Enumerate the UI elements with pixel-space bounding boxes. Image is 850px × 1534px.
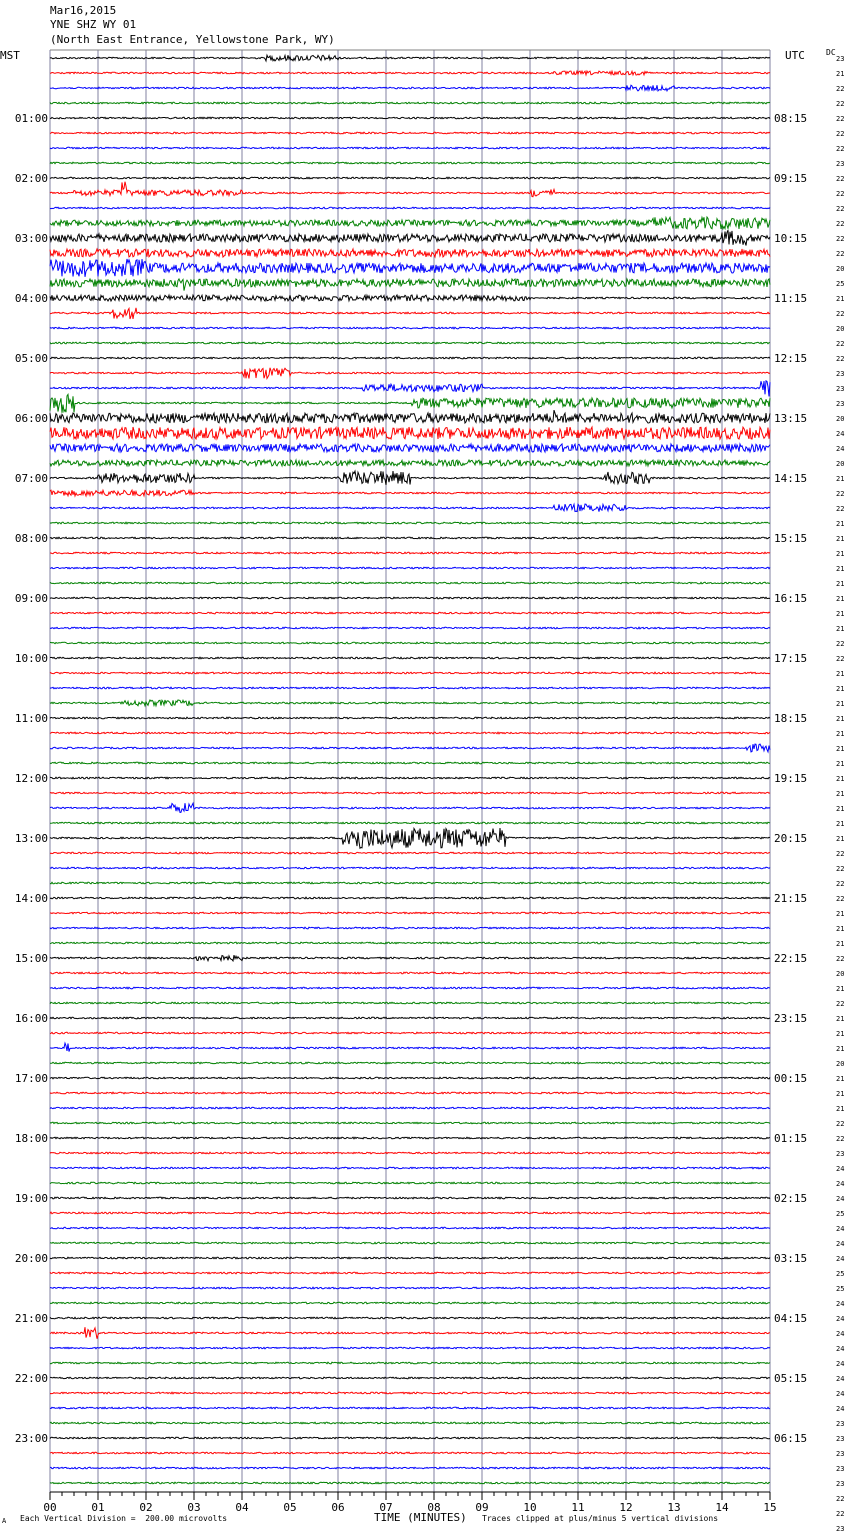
dc-value: 21	[836, 910, 845, 918]
dc-value: 21	[836, 520, 845, 528]
dc-value: 22	[836, 130, 845, 138]
trace-row-78	[50, 1227, 770, 1229]
x-tick-label: 04	[235, 1501, 249, 1514]
right-hour-label: 02:15	[774, 1192, 808, 1205]
right-hour-label: 21:15	[774, 892, 808, 905]
dc-value: 21	[836, 610, 845, 618]
x-tick-label: 05	[283, 1501, 297, 1514]
left-hour-label: 01:00	[14, 112, 48, 125]
right-hour-label: 01:15	[774, 1132, 808, 1145]
left-hour-label: 09:00	[14, 592, 48, 605]
left-hour-label: 11:00	[14, 712, 48, 725]
trace-row-23	[50, 394, 770, 412]
dc-value: 25	[836, 1270, 845, 1278]
dc-value: 21	[836, 805, 845, 813]
dc-value: 24	[836, 1375, 845, 1383]
dc-value: 21	[836, 1075, 845, 1083]
dc-value: 22	[836, 490, 845, 498]
trace-row-51	[50, 822, 770, 824]
right-hour-label: 12:15	[774, 352, 808, 365]
x-tick-label: 10	[523, 1501, 537, 1514]
x-tick-label: 00	[43, 1501, 57, 1514]
right-hour-label: 03:15	[774, 1252, 808, 1265]
trace-row-1	[50, 71, 770, 75]
left-hour-label: 13:00	[14, 832, 48, 845]
dc-value: 22	[836, 1495, 845, 1503]
dc-value: 22	[836, 220, 845, 228]
trace-row-38	[50, 627, 770, 629]
right-hour-label: 08:15	[774, 112, 808, 125]
trace-row-55	[50, 882, 770, 884]
dc-header-label: DC	[826, 48, 836, 57]
right-hour-label: 19:15	[774, 772, 808, 785]
left-hour-label: 14:00	[14, 892, 48, 905]
right-hour-label: 15:15	[774, 532, 808, 545]
x-tick-label: 03	[187, 1501, 201, 1514]
trace-row-21	[50, 368, 770, 379]
dc-value: 24	[836, 1315, 845, 1323]
dc-value: 24	[836, 1195, 845, 1203]
x-tick-label: 13	[667, 1501, 681, 1514]
dc-value: 22	[836, 115, 845, 123]
dc-value: 22	[836, 85, 845, 93]
dc-value: 23	[836, 1150, 845, 1158]
trace-row-72	[50, 1137, 770, 1139]
left-hour-label: 06:00	[14, 412, 48, 425]
trace-row-79	[50, 1242, 770, 1244]
trace-row-29	[50, 490, 770, 496]
trace-row-2	[50, 85, 770, 91]
right-hour-label: 00:15	[774, 1072, 808, 1085]
trace-row-3	[50, 102, 770, 104]
dc-value: 23	[836, 160, 845, 168]
dc-value: 21	[836, 820, 845, 828]
dc-value: 21	[836, 940, 845, 948]
right-hour-label: 11:15	[774, 292, 808, 305]
trace-row-40	[50, 657, 770, 659]
footer-scale-note: Each Vertical Division = 200.00 microvolts	[20, 1514, 228, 1523]
dc-value: 21	[836, 1030, 845, 1038]
trace-row-28	[50, 471, 770, 485]
left-hour-label: 16:00	[14, 1012, 48, 1025]
trace-row-32	[50, 537, 770, 539]
left-hour-label: 20:00	[14, 1252, 48, 1265]
right-hour-label: 23:15	[774, 1012, 808, 1025]
trace-row-17	[50, 308, 770, 319]
dc-value: 24	[836, 1180, 845, 1188]
dc-value: 22	[836, 175, 845, 183]
trace-row-93	[50, 1452, 770, 1454]
dc-value: 20	[836, 1060, 845, 1068]
trace-row-34	[50, 567, 770, 569]
dc-value: 22	[836, 310, 845, 318]
trace-row-75	[50, 1182, 770, 1184]
trace-row-16	[50, 295, 770, 301]
trace-row-86	[50, 1347, 770, 1349]
trace-row-12	[50, 230, 770, 245]
trace-row-84	[50, 1317, 770, 1319]
dc-value: 20	[836, 460, 845, 468]
dc-value: 22	[836, 100, 845, 108]
dc-value: 21	[836, 1015, 845, 1023]
trace-row-57	[50, 912, 770, 914]
dc-value: 22	[836, 880, 845, 888]
dc-value: 23	[836, 1525, 845, 1533]
dc-value: 21	[836, 925, 845, 933]
trace-row-49	[50, 792, 770, 794]
trace-row-83	[50, 1302, 770, 1304]
left-hour-label: 17:00	[14, 1072, 48, 1085]
trace-row-18	[50, 327, 770, 329]
dc-value: 21	[836, 730, 845, 738]
dc-value: 23	[836, 1480, 845, 1488]
dc-value: 25	[836, 1210, 845, 1218]
dc-value: 21	[836, 790, 845, 798]
dc-value: 21	[836, 775, 845, 783]
dc-value: 22	[836, 250, 845, 258]
dc-value: 21	[836, 295, 845, 303]
trace-row-13	[50, 249, 770, 257]
x-tick-label: 02	[139, 1501, 153, 1514]
dc-value: 24	[836, 1390, 845, 1398]
dc-value: 20	[836, 970, 845, 978]
right-hour-label: 18:15	[774, 712, 808, 725]
dc-value: 22	[836, 955, 845, 963]
left-timezone-label: MST	[0, 49, 20, 62]
trace-row-19	[50, 342, 770, 344]
trace-row-71	[50, 1122, 770, 1124]
time-labels	[15, 55, 845, 1534]
trace-row-53	[50, 852, 770, 854]
trace-row-66	[50, 1043, 770, 1051]
dc-value: 24	[836, 1360, 845, 1368]
trace-row-47	[50, 762, 770, 764]
right-hour-label: 13:15	[774, 412, 808, 425]
trace-row-56	[50, 897, 770, 899]
dc-value: 22	[836, 505, 845, 513]
dc-value: 24	[836, 1240, 845, 1248]
left-hour-label: 10:00	[14, 652, 48, 665]
dc-value: 21	[836, 1045, 845, 1053]
dc-value: 23	[836, 1450, 845, 1458]
trace-row-14	[50, 259, 770, 277]
dc-value: 21	[836, 985, 845, 993]
x-tick-label: 06	[331, 1501, 345, 1514]
trace-row-70	[50, 1107, 770, 1109]
trace-row-54	[50, 867, 770, 869]
dc-value: 22	[836, 1510, 845, 1518]
dc-value: 22	[836, 640, 845, 648]
trace-row-94	[50, 1467, 770, 1469]
trace-row-9	[50, 182, 770, 197]
footer-logo-glyph: A	[2, 1517, 7, 1525]
dc-value: 24	[836, 445, 845, 453]
dc-value: 21	[836, 1105, 845, 1113]
trace-row-5	[50, 132, 770, 134]
left-hour-label: 21:00	[14, 1312, 48, 1325]
dc-value: 22	[836, 895, 845, 903]
dc-value: 22	[836, 655, 845, 663]
left-hour-label: 23:00	[14, 1432, 48, 1445]
right-hour-label: 10:15	[774, 232, 808, 245]
left-hour-label: 05:00	[14, 352, 48, 365]
dc-value: 22	[836, 1120, 845, 1128]
dc-value: 21	[836, 700, 845, 708]
dc-value: 25	[836, 280, 845, 288]
dc-value: 25	[836, 1285, 845, 1293]
trace-row-74	[50, 1167, 770, 1169]
trace-row-91	[50, 1422, 770, 1424]
left-hour-label: 07:00	[14, 472, 48, 485]
trace-row-35	[50, 582, 770, 584]
trace-row-4	[50, 117, 770, 119]
dc-value: 24	[836, 1405, 845, 1413]
trace-row-43	[50, 700, 770, 706]
dc-value: 23	[836, 1435, 845, 1443]
right-hour-label: 14:15	[774, 472, 808, 485]
right-hour-label: 22:15	[774, 952, 808, 965]
trace-row-45	[50, 732, 770, 734]
trace-row-39	[50, 642, 770, 644]
left-hour-label: 08:00	[14, 532, 48, 545]
trace-row-81	[50, 1272, 770, 1274]
trace-row-0	[50, 55, 770, 61]
dc-value: 20	[836, 415, 845, 423]
trace-row-62	[50, 987, 770, 989]
trace-row-73	[50, 1152, 770, 1154]
trace-row-36	[50, 597, 770, 599]
right-hour-label: 04:15	[774, 1312, 808, 1325]
trace-row-90	[50, 1407, 770, 1409]
trace-row-85	[50, 1327, 770, 1339]
dc-value: 22	[836, 865, 845, 873]
dc-value: 21	[836, 625, 845, 633]
right-hour-label: 20:15	[774, 832, 808, 845]
trace-group	[50, 55, 770, 1484]
dc-value: 22	[836, 235, 845, 243]
left-hour-label: 19:00	[14, 1192, 48, 1205]
trace-row-8	[50, 177, 770, 179]
trace-row-88	[50, 1377, 770, 1379]
station-name: YNE SHZ WY 01	[50, 18, 137, 31]
dc-value: 24	[836, 1225, 845, 1233]
dc-value: 23	[836, 55, 845, 63]
station-location: (North East Entrance, Yellowstone Park, WY)	[50, 33, 335, 46]
x-axis-title: TIME (MINUTES)	[374, 1511, 467, 1524]
dc-value: 21	[836, 580, 845, 588]
footer-clip-note: Traces clipped at plus/minus 5 vertical divisions	[482, 1514, 719, 1523]
x-tick-label: 11	[571, 1501, 585, 1514]
right-hour-label: 06:15	[774, 1432, 808, 1445]
dc-value: 24	[836, 1165, 845, 1173]
right-hour-label: 17:15	[774, 652, 808, 665]
right-hour-label: 16:15	[774, 592, 808, 605]
dc-value: 23	[836, 385, 845, 393]
dc-value: 24	[836, 1300, 845, 1308]
left-hour-label: 18:00	[14, 1132, 48, 1145]
dc-value: 21	[836, 835, 845, 843]
trace-row-59	[50, 942, 770, 944]
trace-row-31	[50, 522, 770, 524]
trace-row-48	[50, 777, 770, 779]
dc-value: 23	[836, 400, 845, 408]
dc-value: 21	[836, 670, 845, 678]
trace-row-63	[50, 1002, 770, 1004]
trace-row-89	[50, 1392, 770, 1394]
dc-value: 22	[836, 190, 845, 198]
dc-value: 23	[836, 1420, 845, 1428]
trace-row-95	[50, 1482, 770, 1484]
dc-value: 22	[836, 205, 845, 213]
dc-value: 24	[836, 1255, 845, 1263]
trace-row-60	[50, 955, 770, 961]
dc-value: 21	[836, 565, 845, 573]
chart-date: Mar16,2015	[50, 4, 117, 17]
trace-row-68	[50, 1077, 770, 1079]
dc-value: 21	[836, 535, 845, 543]
trace-row-20	[50, 357, 770, 359]
right-hour-label: 05:15	[774, 1372, 808, 1385]
dc-value: 21	[836, 70, 845, 78]
dc-value: 21	[836, 745, 845, 753]
x-tick-label: 15	[763, 1501, 777, 1514]
trace-row-25	[50, 427, 770, 439]
trace-row-50	[50, 803, 770, 812]
trace-row-52	[50, 828, 770, 848]
trace-row-7	[50, 162, 770, 164]
left-hour-label: 12:00	[14, 772, 48, 785]
trace-row-30	[50, 504, 770, 512]
x-tick-label: 12	[619, 1501, 633, 1514]
trace-row-6	[50, 147, 770, 149]
trace-row-76	[50, 1197, 770, 1199]
trace-row-77	[50, 1212, 770, 1214]
trace-row-22	[50, 381, 770, 397]
dc-value: 21	[836, 760, 845, 768]
trace-row-33	[50, 552, 770, 554]
right-hour-label: 09:15	[774, 172, 808, 185]
left-hour-label: 03:00	[14, 232, 48, 245]
x-tick-label: 08	[427, 1501, 441, 1514]
trace-row-80	[50, 1257, 770, 1259]
dc-value: 24	[836, 1345, 845, 1353]
left-hour-label: 15:00	[14, 952, 48, 965]
trace-row-61	[50, 972, 770, 974]
x-tick-label: 09	[475, 1501, 489, 1514]
trace-row-65	[50, 1032, 770, 1034]
trace-row-44	[50, 717, 770, 719]
trace-row-67	[50, 1062, 770, 1064]
trace-row-42	[50, 687, 770, 689]
trace-row-58	[50, 927, 770, 929]
trace-row-24	[50, 410, 770, 423]
left-hour-label: 02:00	[14, 172, 48, 185]
trace-row-64	[50, 1017, 770, 1019]
dc-value: 20	[836, 325, 845, 333]
x-tick-label: 01	[91, 1501, 105, 1514]
trace-row-37	[50, 612, 770, 614]
trace-row-46	[50, 744, 770, 752]
trace-row-15	[50, 279, 770, 291]
dc-value: 24	[836, 430, 845, 438]
dc-value: 22	[836, 340, 845, 348]
dc-value: 21	[836, 715, 845, 723]
trace-row-87	[50, 1362, 770, 1364]
x-tick-label: 07	[379, 1501, 393, 1514]
right-timezone-label: UTC	[785, 49, 805, 62]
dc-value: 22	[836, 850, 845, 858]
dc-value: 21	[836, 475, 845, 483]
dc-value: 23	[836, 370, 845, 378]
trace-row-92	[50, 1437, 770, 1439]
trace-row-11	[50, 217, 770, 229]
trace-row-69	[50, 1092, 770, 1094]
dc-value: 24	[836, 1330, 845, 1338]
dc-value: 21	[836, 595, 845, 603]
trace-row-26	[50, 444, 770, 452]
dc-value: 23	[836, 1465, 845, 1473]
dc-value: 20	[836, 265, 845, 273]
dc-value: 22	[836, 1000, 845, 1008]
dc-value: 21	[836, 685, 845, 693]
dc-value: 22	[836, 355, 845, 363]
dc-value: 22	[836, 1135, 845, 1143]
trace-row-27	[50, 460, 770, 466]
dc-value: 21	[836, 550, 845, 558]
left-hour-label: 22:00	[14, 1372, 48, 1385]
trace-row-10	[50, 207, 770, 209]
x-tick-label: 14	[715, 1501, 729, 1514]
trace-row-41	[50, 672, 770, 674]
dc-value: 22	[836, 145, 845, 153]
dc-value: 21	[836, 1090, 845, 1098]
trace-row-82	[50, 1287, 770, 1289]
left-hour-label: 04:00	[14, 292, 48, 305]
